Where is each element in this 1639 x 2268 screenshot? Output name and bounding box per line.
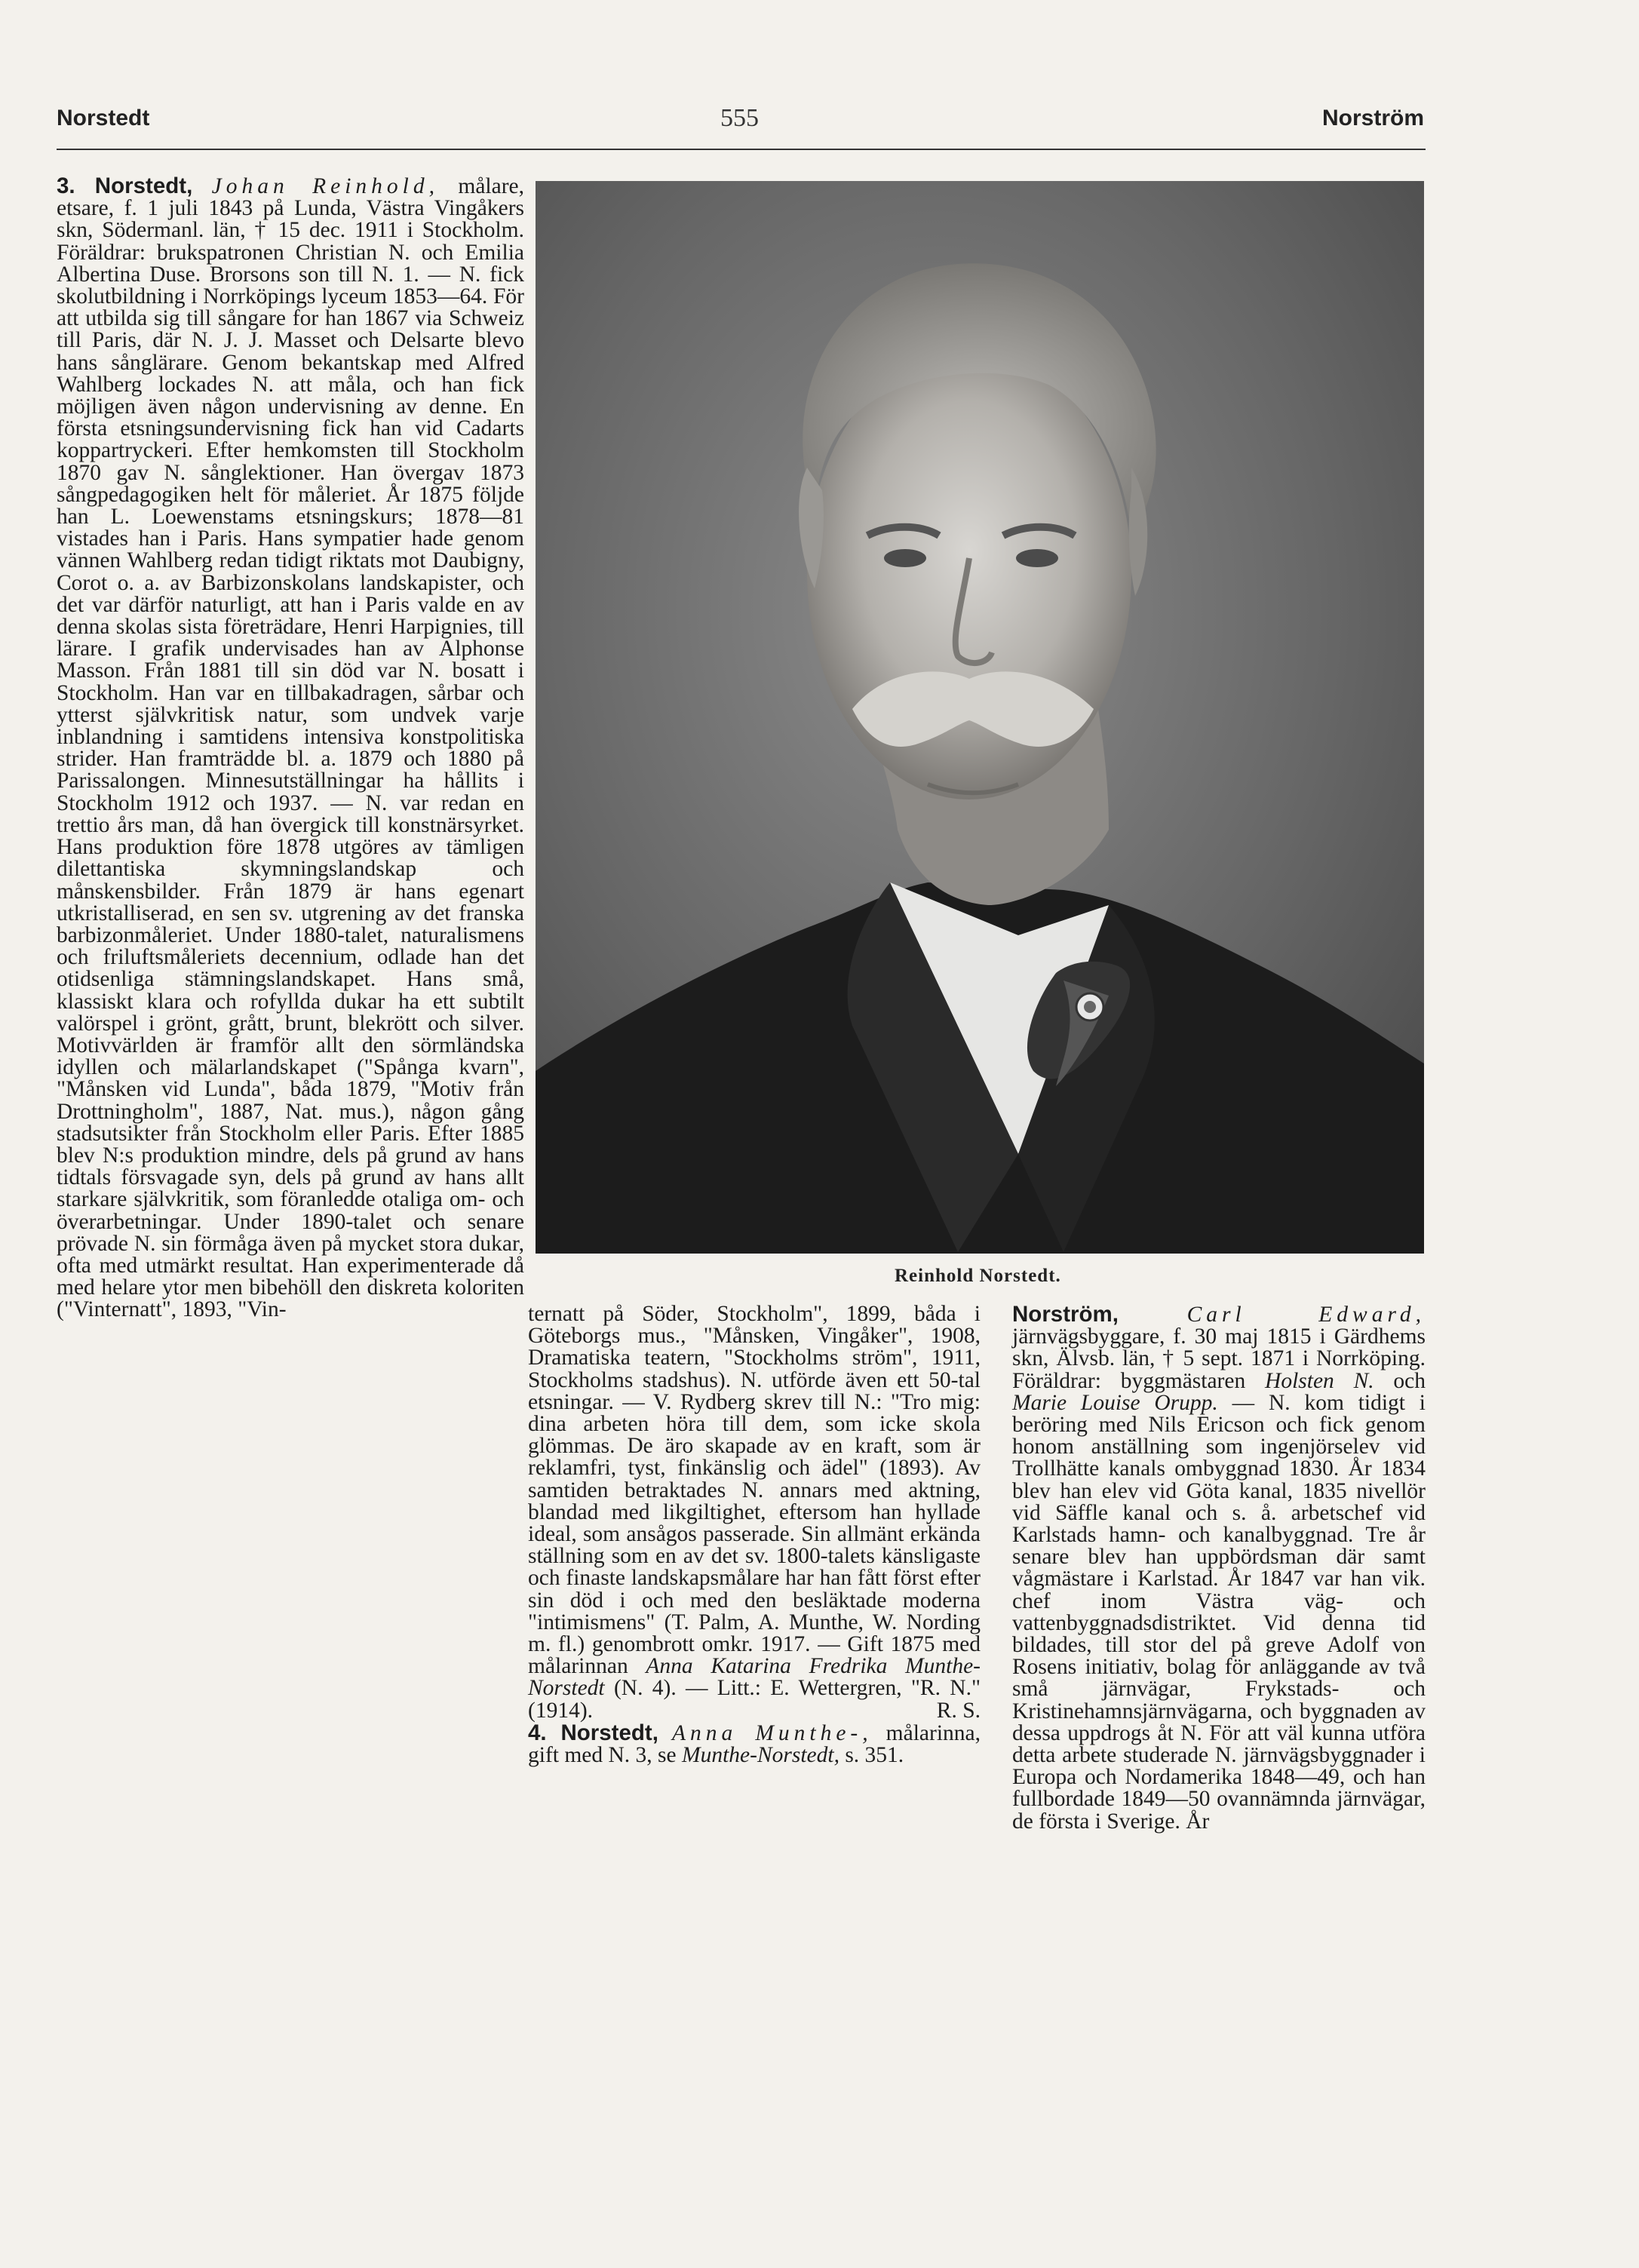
entry-norstrom-text-1: järnvägsbyggare, f. 30 maj 1815 i Gärdhems skn, Älvsb. län, † 5 sept. 1871 i Norrköping. Föräldrar: byggmästaren	[1012, 1324, 1426, 1393]
entry-3-spouse: Anna Katarina Fredrika Munthe-Norstedt	[528, 1654, 981, 1701]
entry-norstrom-mother: Marie Louise Orupp.	[1012, 1390, 1218, 1415]
entry-4-reference-page: s. 351.	[845, 1743, 904, 1768]
entry-4-reference: Munthe-Norstedt,	[682, 1743, 839, 1768]
entry-norstrom-text-2: — N. kom tidigt i beröring med Nils Ericson och fick genom honom anställning som ingenjörselev vid Trollhätte kanals ombyggnad 1830. År 1834 blev han elev vid Göta kanal, 1835 nivellör vid Säffle kanal och s. å. arbetschef vid Karlstads hamn- och kanalbyggnad. Tre år senare blev han uppbördsman där samt vågmästare i Karlstad. År 1847 var han vik. chef inom Västra väg- och vattenbyggnadsdistriktet. Vid denna tid bildades, till stor del på greve Adolf von Rosens initiativ, bolag för anläggande av två små järnvägar, Frykstads- och Kristinehamnsjärnvägarna, och byggnaden av dessa uppdrogs åt N. För att väl kunna utföra detta arbete studerade N. järnvägsbyggnader i Europa och Nordamerika 1848—49, och han fullbordade 1849—50 ovannämnda järnvägar, de första i Sverige. År	[1012, 1390, 1426, 1834]
portrait-photo	[536, 181, 1424, 1254]
column-left	[57, 175, 524, 1321]
portrait-caption: Reinhold Norstedt.	[895, 1266, 1061, 1286]
entry-norstrom-and: och	[1393, 1368, 1426, 1393]
entry-norstrom-paragraph	[1012, 1303, 1426, 1833]
entry-norstrom-father: Holsten N.	[1265, 1368, 1374, 1393]
entry-3-text: målare, etsare, f. 1 juli 1843 på Lunda, Västra Vingåkers skn, Södermanl. län, † 15 dec. 1911 i Stockholm. Föräldrar: brukspatronen Christian N. och Emilia Albertina Duse. Brorsons son till N. 1. — N. fick skolutbildning i Norrköpings lyceum 1853—64. För att utbilda sig till sångare for han 1867 via Schweiz till Paris, där N. J. J. Masset och Delsarte blevo hans sånglärare. Genom bekantskap med Alfred Wahlberg lockades N. att måla, och han fick möjligen även någon undervisning av denne. En första etsningsundervisning fick han vid Cadarts koppartryckeri. Efter hemkomsten till Stockholm 1870 gav N. sånglektioner. Han övergav 1873 sångpedagogiken helt för måleriet. År 1875 följde han L. Loewenstams etsningskurs; 1878—81 vistades han i Paris. Hans sympatier hade genom vännen Wahlberg redan tidigt riktats mot Daubigny, Corot o. a. av Barbizonskolans landskapister, och det var därför naturligt, att han i Paris valde en av denna skolas sista företrädare, Henri Harpignies, till lärare. I grafik undervisades han av Alphonse Masson. Från 1881 till sin död var N. bosatt i Stockholm. Han var en tillbakadragen, sårbar och ytterst självkritisk natur, som undvek varje inblandning i samtidens intensiva konstpolitiska strider. Han framträdde bl. a. 1879 och 1880 på Parissalongen. Minnesutställningar ha hållits i Stockholm 1912 och 1937. — N. var redan en trettio års man, då han övergick till konstnärsyrket. Hans produktion före 1878 utgöres av tämligen dilettantiska skymningslandskap och månskensbilder. Från 1879 är hans egenart utkristalliserad, en sen sv. utgrening av det franska barbizonmåleriet. Under 1880-talet, naturalismens och friluftsmåleriets decennium, odlade han det otidsenliga stämningslandskapet. Hans små, klassiskt klara och rofyllda dukar ha ett subtilt valörspel i grönt, grått, brunt, blekrött och silver. Motivvärlden är framför allt den sörmländska idyllen och mälarlandskapet ("Spånga kvarn", "Månsken vid Lunda", båda 1879, "Motiv från Drottningholm", 1887, Nat. mus.), någon gång stadsutsikter från Stockholm eller Paris. Efter 1885 blev N:s produktion mindre, dels på grund av hans tidtals försvagade syn, dels på grund av hans allt starkare självkritik, som föranledde otaliga om- och överarbetningar. Under 1890-talet och senare prövade N. sin förmåga även på mycket stora dukar, ofta med utmärkt resultat. Han experimenterade då med helare ytor men bibehöll den diskreta koloriten ("Vinternatt", 1893, "Vin-	[57, 174, 525, 1322]
entry-3-after-spouse: (N. 4). — Litt.: E. Wettergren, "R. N." (1914).	[528, 1676, 981, 1723]
entry-4-text: målarinna, gift med N. 3, se	[528, 1720, 981, 1768]
column-middle	[528, 1303, 981, 1766]
column-right	[1012, 1303, 1426, 1833]
entry-4-paragraph	[528, 1722, 981, 1766]
running-head-left: Norstedt	[57, 106, 150, 130]
running-head-right: Norström	[1321, 106, 1424, 130]
entry-3-continued-text: ternatt på Söder, Stockholm", 1899, båda i Göteborgs mus., "Månsken, Vingåker", 1908, Dramatiska teatern, "Stockholms ström", 1911, Stockholms stadshus). N. utförde även ett 50-tal etsningar. — V. Rydberg skrev till N.: "Tro mig: dina arbeten höra till dem, som icke skola glömmas. De äro skapade av en kraft, som är reklamfri, tyst, finkänslig och ädel" (1893). Av samtiden betraktades N. annars med aktning, blandad med likgiltighet, eftersom han hyllade ideal, som ansågos passerade. Sin allmänt erkända ställning som en av det sv. 1800-talets känsligaste och finaste landskapsmålare har han fått först efter sin död i och med den besläktade moderna "intimismens" (T. Palm, A. Munthe, W. Nording m. fl.) genombrott omkr. 1917. — Gift 1875 med målarinnan	[528, 1302, 981, 1679]
entry-3-signature: R. S.	[936, 1698, 981, 1723]
entry-3-continued	[528, 1303, 981, 1722]
entry-4-given-names: Anna Munthe-,	[672, 1720, 873, 1745]
entry-3-given-names: Johan Reinhold,	[211, 174, 440, 198]
entry-norstrom-given-names: Carl Edward,	[1186, 1303, 1426, 1327]
entry-3-heading: 3. Norstedt,	[57, 173, 193, 198]
page-number: 555	[720, 104, 759, 132]
entry-3-paragraph	[57, 175, 524, 1321]
entry-4-heading: 4. Norstedt,	[528, 1720, 658, 1745]
entry-norstrom-heading: Norström,	[1012, 1302, 1119, 1327]
header-rule	[57, 149, 1426, 150]
